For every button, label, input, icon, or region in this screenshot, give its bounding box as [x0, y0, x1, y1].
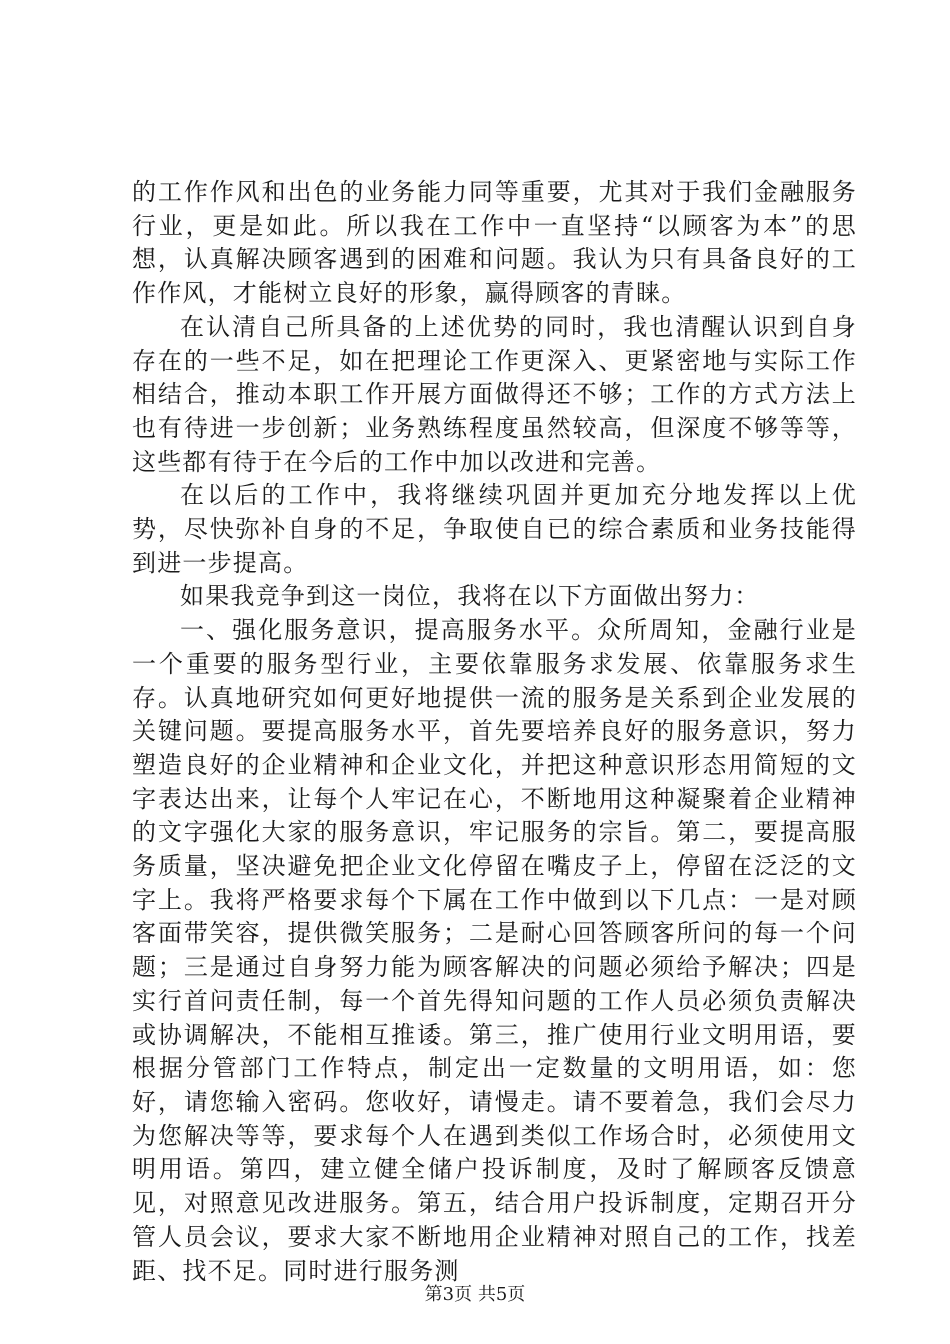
- paragraph-4: 如果我竞争到这一岗位，我将在以下方面做出努力：: [180, 582, 760, 611]
- page-footer: 第3页 共5页: [424, 1284, 526, 1305]
- document-body: [132, 176, 857, 1288]
- paragraph-1: 的工作作风和出色的业务能力同等重要，尤其对于我们金融服务行业，更是如此。所以我在工作中一直坚持“以顾客为本”的思想，认真解决顾客遇到的困难和问题。我认为只有具备良好的工作作风，才能树立良好的形象，赢得顾客的青睐。: [132, 178, 857, 308]
- paragraph-2: 在认清自己所具备的上述优势的同时，我也清醒认识到自身存在的一些不足，如在把理论工作更深入、更紧密地与实际工作相结合，推动本职工作开展方面做得还不够；工作的方式方法上也有待进一步创新；业务熟练程度虽然较高，但深度不够等等，这些都有待于在今后的工作中加以改进和完善。: [132, 312, 857, 476]
- paragraph-5: 一、强化服务意识，提高服务水平。众所周知，金融行业是一个重要的服务型行业，主要依靠服务求发展、依靠服务求生存。认真地研究如何更好地提供一流的服务是关系到企业发展的关键问题。要提高服务水平，首先要培养良好的服务意识，努力塑造良好的企业精神和企业文化，并把这种意识形态用简短的文字表达出来，让每个人牢记在心，不断地用这种凝聚着企业精神的文字强化大家的服务意识，牢记服务的宗旨。第二，要提高服务质量，坚决避免把企业文化停留在嘴皮子上，停留在泛泛的文字上。我将严格要求每个下属在工作中做到以下几点：一是对顾客面带笑容，提供微笑服务；二是耐心回答顾客所问的每一个问题；三是通过自身努力能为顾客解决的问题必须给予解决；四是实行首问责任制，每一个首先得知问题的工作人员必须负责解决或协调解决，不能相互推诿。第三，推广使用行业文明用语，要根据分管部门工作特点，制定出一定数量的文明用语，如：您好，请您输入密码。您收好，请慢走。请不要着急，我们会尽力为您解决等等，要求每个人在遇到类似工作场合时，必须使用文明用语。第四，建立健全储户投诉制度，及时了解顾客反馈意见，对照意见改进服务。第五，结合用户投诉制度，定期召开分管人员会议，要求大家不断地用企业精神对照自己的工作，找差距、找不足。同时进行服务测: [132, 616, 857, 1285]
- paragraph-3: 在以后的工作中，我将继续巩固并更加充分地发挥以上优势，尽快弥补自身的不足，争取使自已的综合素质和业务技能得到进一步提高。: [132, 481, 857, 577]
